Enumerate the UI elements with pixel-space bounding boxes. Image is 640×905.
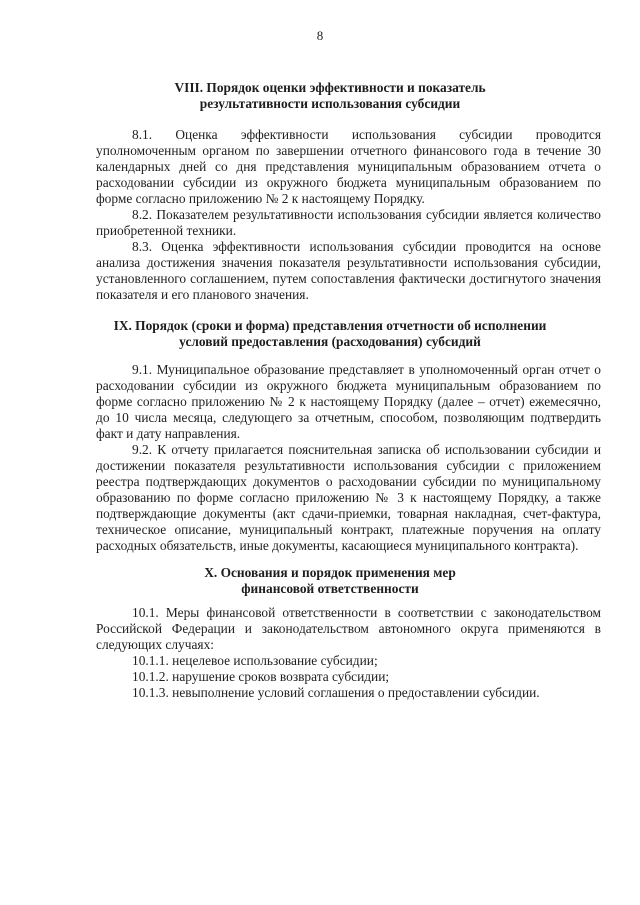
heading-line: результативности использования субсидии bbox=[199, 96, 461, 111]
section-heading-viii bbox=[60, 80, 600, 112]
section-body-x bbox=[96, 605, 601, 701]
paragraph-9-2: 9.2. К отчету прилагается пояснительная записка об использовании субсидии и достижении показателя результативности использования субсидии с приложением реестра подтверждающих документов о расходовании субсидии по муниципальному образованию по форме согласно приложению № 3 к настоящему Порядку, а также подтверждающие документы (акт сдачи-приемки, товарная накладная, счет-фактура, техническое описание, муниципальный контракт, платежные поручения на оплату расходных обязательств, иные документы, касающиеся муниципального контракта). bbox=[96, 442, 601, 553]
heading-line: условий предоставления (расходования) субсидий bbox=[179, 334, 481, 349]
section-body-ix bbox=[96, 362, 601, 554]
paragraph-9-1: 9.1. Муниципальное образование представляет в уполномоченный орган отчет о расходовании субсидии из окружного бюджета муниципальным образованием по форме согласно приложению № 2 к настоящему Порядку (далее – отчет) ежемесячно, до 10 числа месяца, следующего за отчетным, способом, позволяющим подтвердить факт и дату направления. bbox=[96, 362, 601, 441]
paragraph-8-1: 8.1. Оценка эффективности использования субсидии проводится уполномоченным органом по завершении отчетного финансового года в течение 30 календарных дней со дня представления муниципальным образованием отчета о расходовании субсидии из окружного бюджета муниципальным образованием по форме согласно приложению № 2 к настоящему Порядку. bbox=[96, 127, 601, 206]
section-body-viii bbox=[96, 127, 601, 303]
paragraph-10-1-2: 10.1.2. нарушение сроков возврата субсидии; bbox=[132, 669, 390, 684]
paragraph-8-2: 8.2. Показателем результативности использования субсидии является количество приобретенной техники. bbox=[96, 207, 601, 238]
paragraph-10-1-3: 10.1.3. невыполнение условий соглашения о предоставлении субсидии. bbox=[132, 685, 540, 700]
paragraph-8-3: 8.3. Оценка эффективности использования субсидии проводится на основе анализа достижения значения показателя результативности использования субсидии, установленного соглашением, путем сопоставления фактически достигнутого значения показателя и его планового значения. bbox=[96, 239, 601, 302]
paragraph-10-1: 10.1. Меры финансовой ответственности в соответствии с законодательством Российской Федерации и законодательством автономного округа применяются в следующих случаях: bbox=[96, 605, 601, 652]
heading-line: VIII. Порядок оценки эффективности и показатель bbox=[174, 80, 486, 95]
heading-line: финансовой ответственности bbox=[241, 581, 419, 596]
heading-line: IX. Порядок (сроки и форма) представления отчетности об исполнении bbox=[113, 318, 547, 333]
paragraph-10-1-1: 10.1.1. нецелевое использование субсидии; bbox=[132, 653, 378, 668]
section-heading-ix bbox=[60, 318, 600, 350]
heading-line: X. Основания и порядок применения мер bbox=[204, 565, 456, 580]
page-number: 8 bbox=[316, 28, 324, 43]
section-heading-x bbox=[60, 565, 600, 597]
